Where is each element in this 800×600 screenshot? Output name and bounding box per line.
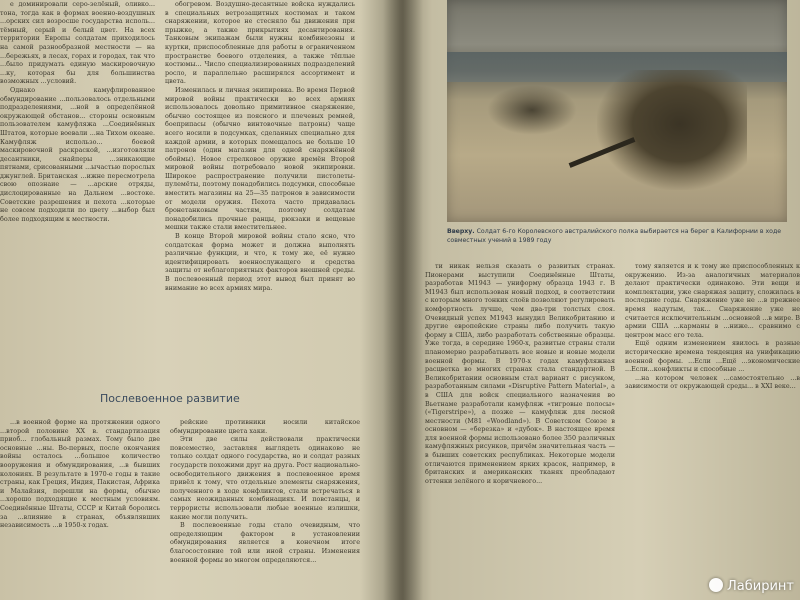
paragraph: тому является и к тому же приспособленных к окружению. Из-за аналогичных материалов делают практически одинаково. Эти вещи и комплектации, уже снаряжая защиту, сложилась в последние годы. Снаряжение уже не ...в прежнее время надутым, так... Снаряжение уже не считается исключительным ...основной ...в мире. В армии США ...карманы в ...ниже... сравнимо с центром масс его тела. xyxy=(625,262,800,339)
paragraph: е доминировали серо-зелёный, оливко... тона, тогда как в формах военно-воздушных ...орских сил возросше государства исполь... тёмный, серый и белый цвет. На всех территории Европы солдатам приходилось на самой разнообразной местности — на ...бережьях, в лесах, горах и городах, так что ...было придумать единую маскировочную ...ку, которая бы для большинства возможных ...условий. xyxy=(0,0,155,86)
paragraph: В конце Второй мировой войны стало ясно, что солдатская форма может и должна выполнять различные функции, и что, к тому же, её нужно идентифицировать военнослужащего и средства защиты от неблагоприятных факторов внешней среды. В послевоенный период этот вывод был принят во внимание во всех армиях мира. xyxy=(165,232,355,292)
labirint-watermark xyxy=(709,578,794,594)
left-column-bottom-2 xyxy=(170,418,360,600)
photo-soldier xyxy=(597,70,747,190)
paragraph: Изменилась и личная экипировка. Во время Первой мировой войны практически во всех армиях использовалось довольно примитивное снаряжение, обычно состоящее из поясного и плечевых ремней, боеприпасы (обычно винтовочные патроны) чаще всего носили в подсумках, сделанных специально для каждой армии, в которых помещалось не больше 10 патронов (один магазин для одной снаряжённой обоймы). Новое стрелковое оружие времён Второй мировой войны потребовало новой экипировки. Широкое распространение получили пистолеты-пулемёты, поэтому понадобились подсумки, способные вместить магазины на 25—35 патронов в зависимости от модели оружия. Пехота часто придавалась бронетанковым частям, поэтому солдатам понадобились прочные ранцы, рюкзаки и вещевые мешки также стали вместительнее. xyxy=(165,85,355,232)
paragraph: ...на котором человек ...самостоятельно ...в зависимости от окружающей среды... в ХХI веке... xyxy=(625,373,800,391)
watermark-text: Лабиринт xyxy=(727,579,794,594)
caption-text: Солдат 6-го Королевского австралийского полка выбирается на берег в Калифорнии в ходе совместных учений в 1989 году xyxy=(447,228,782,244)
paragraph: рейские противники носили китайское обмундирование цвета хаки. xyxy=(170,418,360,435)
paragraph: ...в военной форме на протяжении одного ...второй половине XX в. стандартизация приоб... глобальный размах. Тому было две основные ...ны. Во-первых, после окончания войны осталось ...большое количество вооружения и обмундирования, ...в бывших колониях. В результате в 1970-е годы в такие страны, как Греция, Индия, Пакистан, Африка и Малайзия, перешли на формы, обычно ...хорошо подходящие к местным условиям. Соединённые Штаты, СССР и Китай боролись за ...влияние в странах, объявлявших независимость ...в 1950-х годах. xyxy=(0,418,160,530)
paragraph: Однако камуфлированное обмундирование ...пользовалось отдельными подразделениями, ...ной в определённой окружающей обстанов... стороны основным пользователем камуфляжа ...Соединённых Штатов, которые воевали ...на Тихом океане. Камуфляж использо... боевой маскировочной раскраской, ...изготовляли десантники, снайперы ...зникающие пятнами, срисованными ...ычастью порослых джунглей. Британская ...ижне пересмотрела свою опознаие — ...арские отряды, дислоцированные на Дальнем ...востоке. Советские разрешения и пехота ...которые не совсем подходили по цвету ...выбор был более подходящим к местности. xyxy=(0,85,155,223)
paragraph: обогревом. Воздушно-десантные войска нуждались в специальных ветрозащитных костюмах и таком снаряжении, которое не стесняло бы движения при прыжке, а также прикрытиях десантирования. Танковым экипажам были нужны комбинезоны и куртки, приспособленные для работы в ограниченном пространстве боевого отделения, а также тёплые костюмы... Число специализированных подразделений росло, и параллельно расширялся ассортимент и цвета. xyxy=(165,0,355,86)
right-column-2 xyxy=(625,262,800,600)
labirint-logo-icon xyxy=(709,578,723,592)
caption-lead: Вверху. xyxy=(447,228,475,235)
book-gutter xyxy=(383,0,423,600)
section-title: Послевоенное развитие xyxy=(100,392,240,405)
photo-background-soldier xyxy=(487,85,577,135)
left-column-bottom-1 xyxy=(0,418,160,600)
soldier-beach-photo xyxy=(447,0,787,222)
paragraph: Ещё одним изменением явилось в разные исторические времена тенденция на унификацию военной формы. ...Если ...Ещё ...экономические ...Если...конфликты и способные ... xyxy=(625,339,800,374)
left-column-top-1 xyxy=(0,0,155,360)
paragraph: Эти две силы действовали практически повсеместно, заставляя выглядеть одинаково не только солдат одного государства, но и солдат разных государств похожими друг на друга. Рост национально-освободительного движения в послевоенное время привёл к тому, что отдельные элементы снаряжения, полученного в ходе конфликтов, стали встречаться в самых неожиданных комбинациях. И повстанцы, и террористы использовали любые военные излишки, какие могли получить. xyxy=(170,435,360,521)
left-column-top-2 xyxy=(165,0,355,360)
right-column-1 xyxy=(425,262,615,600)
paragraph: ти никак нельзя сказать о развитых странах. Пионерами выступили Соединённые Штаты, разработав М1943 — униформу образца 1943 г. В М1943 был использован новый подход, в соответствии с которым много тонких слоёв позволяют регулировать комфортность лучше, чем два-три толстых слоя. Очевидный успех М1943 вынудил Великобританию и другие европейские страны либо получить такую форму в США, либо разработать собственные образцы. Уже тогда, в середине 1960-х, развитые страны стали планомерно разрабатывать все новые и новые модели военной формы. В 1970-х годах камуфляжная расцветка во многих странах стала стандартной. В Великобритании основным стал вариант с рисунком, разработанным силами «Disruptive Pattern Material», а в США для войск специального назначения во Вьетнаме разработали камуфляж «тигровые полосы» («Tigerstripe»), а позже — камуфляж для лесной местности (М81 «Woodland»). В Советском Союзе в основном — «березка» и «дубок». В настоящее время для военной формы использовано более 350 различных камуфляжных рисунков, причём значительная часть — в бывших советских республиках. Некоторые модели отличаются применением ярких красок, например, в британских и американских тканях преобладают оттенки зелёного и коричневого... xyxy=(425,262,615,485)
photo-caption xyxy=(447,228,787,245)
paragraph: В послевоенные годы стало очевидным, что определяющим фактором в установлении обмундирования является в конечном итоге благосостояние той или иной страны. Изменения военной формы во многом определяются... xyxy=(170,521,360,564)
